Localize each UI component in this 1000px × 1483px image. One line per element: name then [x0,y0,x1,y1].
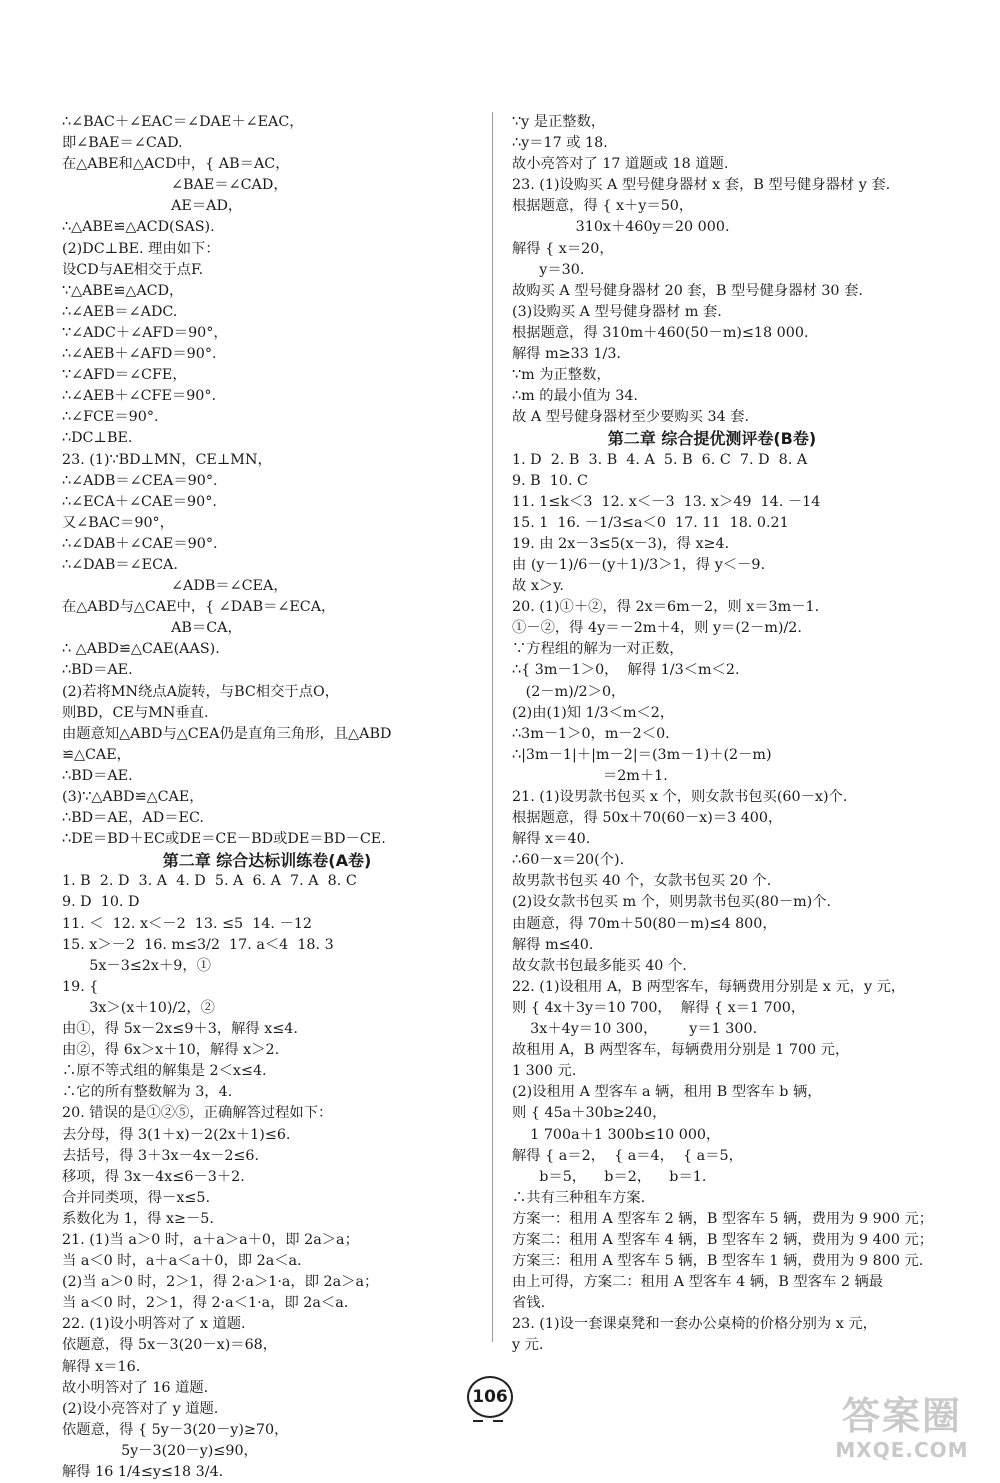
answer-line: 21. (1)设男款书包买 x 个，则女款书包买(60－x)个. [512,789,848,805]
answer-line: 又∠BAC＝90°， [62,514,174,531]
answer-line: ∴{ 3m－1＞0， 解得 1/3＜m＜2. [512,662,740,679]
answer-line: ∴y＝17 或 18. [512,135,608,152]
answer-line: (3)设购买 A 型号健身器材 m 套. [512,303,722,320]
answer-line: 5y－3(20－y)≤90， [62,1442,258,1459]
answer-line: ∵y 是正整数， [512,114,606,130]
answer-line: ∴∠FCE＝90°. [62,409,159,426]
answer-line: 根据题意，得 50x＋70(60－x)＝3 400， [512,810,783,827]
answer-line: 故购买 A 型号健身器材 20 套，B 型号健身器材 30 套. [512,282,863,299]
answer-line: ∴∠BAC＋∠EAC＝∠DAE＋∠EAC， [62,114,304,130]
answer-line: ∠BAE＝∠CAD， [62,177,288,194]
answer-line: 11. 1≤k＜3 12. x＜－3 13. x＞49 14. －14 [512,493,821,510]
answer-line: ∴共有三种租车方案. [512,1189,646,1206]
answer-line: 设CD与AE相交于点F. [62,261,204,278]
page-number-badge [455,1372,521,1422]
answer-line: (2)若将MN绕点A旋转，与BC相交于点O， [62,683,340,700]
answer-line: 15. 1 16. －1/3≤a＜0 17. 11 18. 0.21 [512,514,789,531]
answer-line: 当 a＜0 时，2＞1，得 2·a＜1·a，即 2a＜a. [62,1295,349,1312]
answer-line: ≌△CAE， [62,746,131,763]
answer-line: (3)∵△ABD≌△CAE， [62,789,204,805]
answer-line: 省钱. [512,1295,546,1312]
answer-line: 根据题意，得 310m＋460(50－m)≤18 000. [512,324,809,341]
answer-line: ①－②，得 4y＝－2m＋4，则 y＝(2－m)/2. [512,620,802,637]
answer-line: 在△ABD与△CAE中，{ ∠DAB＝∠ECA， [62,599,336,616]
answer-line: 23. (1)设一套课桌凳和一套办公桌椅的价格分别为 x 元， [512,1316,877,1333]
answer-line: 故租用 A，B 两型客车，每辆费用分别是 1 700 元， [512,1042,850,1059]
answer-line: 由 (y－1)/6－(y＋1)/3＞1，得 y＜－9. [512,556,766,573]
right-column [512,112,934,1357]
answer-line: (2)当 a＞0 时，2＞1，得 2·a＞1·a，即 2a＞a； [62,1274,379,1291]
answer-line: ∴∠ECA＋∠CAE＝90°. [62,493,217,510]
left-column [62,112,472,1483]
answer-line: ∴ △ABD≌△CAE(AAS). [62,641,220,658]
answer-line: 去括号，得 3＋3x－4x－2≤6. [62,1147,260,1164]
answer-line: 1 300 元. [512,1063,577,1080]
answer-line: ∴DE＝BD＋EC或DE＝CE－BD或DE＝BD－CE. [62,831,386,848]
answer-line: ∠ADB＝∠CEA， [62,578,288,595]
answer-line: ∴∠ADB＝∠CEA＝90°. [62,472,218,489]
answer-line: 方案二：租用 A 型客车 4 辆，B 型客车 2 辆，费用为 9 400 元； [512,1231,934,1248]
watermark-logo-text: 答案圈 [841,1394,962,1438]
answer-line: 20. (1)①＋②，得 2x＝6m－2，则 x＝3m－1. [512,599,820,616]
answer-line: ∴BD＝AE. [62,662,133,679]
answer-line: 5x－3≤2x＋9，① [62,957,211,974]
answer-line: ∵∠AFD＝∠CFE， [62,367,187,384]
answer-line: 22. (1)设租用 A，B 两型客车，每辆费用分别是 x 元，y 元， [512,978,906,995]
answer-line: y＝30. [512,261,585,278]
answer-line: 解得 { a＝2， { a＝4， { a＝5， [512,1147,743,1164]
answer-line: ∵m 为正整数， [512,367,611,384]
badge-foot-right [493,1412,503,1422]
answer-line: 解得 16 1/4≤y≤18 3/4. [62,1464,224,1480]
answer-line: 解得 { x＝20， [512,240,614,257]
answer-line: 根据题意，得 { x＋y＝50， [512,198,694,215]
answer-line: ∴∠DAB＋∠CAE＝90°. [62,535,218,552]
answer-line: 依题意，得 { 5y－3(20－y)≥70， [62,1421,289,1438]
answer-line: 系数化为 1，得 x≥－5. [62,1210,214,1227]
answer-line: 则 { 45a＋30b≥240， [512,1105,667,1122]
answer-line: ∴它的所有整数解为 3，4. [62,1084,233,1101]
answer-line: (2)设小亮答对了 y 道题. [62,1400,219,1417]
answer-line: 21. (1)当 a＞0 时，a＋a＞a＋0，即 2a＞a； [62,1231,359,1248]
answer-line: 在△ABE和△ACD中，{ AB＝AC， [62,156,290,173]
answer-line: ∴BD＝AE，AD＝EC. [62,810,204,827]
column-divider [492,112,493,1342]
page-number: 106 [467,1376,513,1418]
answer-line: ∴∠AEB＋∠CFE＝90°. [62,388,217,405]
answer-line: 310x＋460y＝20 000. [512,219,730,236]
answer-line: 当 a＜0 时，a＋a＜a＋0，即 2a＜a. [62,1253,302,1270]
answer-line: (2)由(1)知 1/3＜m＜2， [512,704,675,721]
answer-line: 即∠BAE＝∠CAD. [62,135,183,152]
answer-line: ∴△ABE≌△ACD(SAS). [62,219,215,236]
answer-line: ＝2m＋1. [512,767,668,784]
answer-line: 解得 x＝40. [512,831,591,848]
answer-line: 19. { [62,978,99,995]
answer-line: 由题意知△ABD与△CEA仍是直角三角形，且△ABD [62,725,392,742]
answer-line: ∵∠ADC＋∠AFD＝90°， [62,324,228,341]
answer-line: (2)设租用 A 型客车 a 辆，租用 B 型客车 b 辆， [512,1084,822,1101]
answer-line: ∵方程组的解为一对正数， [512,641,684,658]
answer-line: AE＝AD， [62,198,243,215]
answer-line: 去分母，得 3(1＋x)－2(2x＋1)≤6. [62,1126,291,1143]
answer-line: (2－m)/2＞0， [512,683,626,700]
answer-line: 移项，得 3x－4x≤6－3＋2. [62,1168,245,1185]
answer-line: 由题意，得 70m＋50(80－m)≤4 800， [512,915,777,932]
answer-line: ∴|3m－1|＋|m－2|＝(3m－1)＋(2－m) [512,746,772,763]
answer-line: 解得 m≤40. [512,936,594,953]
watermark-url: MXQE.COM [835,1438,969,1462]
answer-line: 11. ＜ 12. x＜－2 13. ≤5 14. －12 [62,915,313,932]
answer-line: 由①，得 5x－2x≤9＋3，解得 x≤4. [62,1021,298,1038]
answer-line: 1 700a＋1 300b≤10 000， [512,1126,721,1143]
answer-line: 23. (1)∵BD⊥MN，CE⊥MN， [62,451,272,468]
section-heading: 第二章 综合达标训练卷(A卷) [162,851,372,871]
answer-line: 3x＞(x＋10)/2，② [62,999,215,1016]
answer-line: 22. (1)设小明答对了 x 道题. [62,1316,246,1333]
answer-line: y 元. [512,1337,544,1354]
answer-line: 1. B 2. D 3. A 4. D 5. A 6. A 7. A 8. C [62,873,357,890]
answer-line: ∴3m－1＞0，m－2＜0. [512,725,670,742]
answer-line: 则 { 4x＋3y＝10 700， 解得 { x＝1 700， [512,999,806,1016]
answer-line: ∴DC⊥BE. [62,430,133,447]
answer-line: 20. 错误的是①②⑤，正确解答过程如下： [62,1105,333,1122]
answer-line: ∴m 的最小值为 34. [512,388,638,405]
answer-line: ∴∠AEB＝∠ADC. [62,303,178,320]
answer-line: 9. D 10. D [62,894,140,911]
answer-line: 3x＋4y＝10 300， y＝1 300. [512,1021,758,1038]
answer-line: 15. x＞－2 16. m≤3/2 17. a＜4 18. 3 [62,936,334,953]
answer-line: 故 A 型号健身器材至少要购买 34 套. [512,409,750,426]
answer-line: 方案一：租用 A 型客车 2 辆，B 型客车 5 辆，费用为 9 900 元； [512,1210,934,1227]
answer-line: 方案三：租用 A 型客车 5 辆，B 型客车 1 辆，费用为 9 800 元. [512,1253,924,1270]
answer-line: 解得 m≥33 1/3. [512,346,621,363]
answer-line: (2)DC⊥BE. 理由如下： [62,240,220,257]
badge-foot-left [473,1412,483,1422]
answer-line: 依题意，得 5x－3(20－x)＝68， [62,1337,278,1354]
answer-line: ∴∠AEB＋∠AFD＝90°. [62,346,217,363]
answer-line: 由②，得 6x＞x＋10，解得 x＞2. [62,1042,280,1059]
answer-line: 故女款书包最多能买 40 个. [512,957,687,974]
answer-line: 合并同类项，得－x≤5. [62,1189,211,1206]
answer-line: 故小明答对了 16 道题. [62,1379,209,1396]
answer-line: ∴60－x＝20(个). [512,852,625,869]
answer-line: ∴∠DAB＝∠ECA. [62,556,178,573]
answer-line: b＝5， b＝2， b＝1. [512,1168,707,1185]
watermark [812,1394,992,1462]
answer-line: ∴原不等式组的解集是 2＜x≤4. [62,1063,267,1080]
answer-line: 故男款书包买 40 个，女款书包买 20 个. [512,873,772,890]
answer-line: 故小亮答对了 17 道题或 18 道题. [512,156,729,173]
answer-line: (2)设女款书包买 m 个，则男款书包买(80－m)个. [512,894,832,911]
answer-line: 由上可得，方案二：租用 A 型客车 4 辆，B 型客车 2 辆最 [512,1274,884,1291]
answer-line: 解得 x＝16. [62,1358,141,1375]
answer-line: 1. D 2. B 3. B 4. A 5. B 6. C 7. D 8. A [512,451,808,468]
answer-line: ∴BD＝AE. [62,767,133,784]
answer-line: 则BD，CE与MN垂直. [62,704,209,721]
answer-line: 故 x＞y. [512,578,564,595]
answer-line: 19. 由 2x－3≤5(x－3)，得 x≥4. [512,535,730,552]
answer-line: 23. (1)设购买 A 型号健身器材 x 套，B 型号健身器材 y 套. [512,177,891,194]
answer-line: 9. B 10. C [512,472,589,489]
section-heading: 第二章 综合提优测评卷(B卷) [607,429,817,449]
answer-line: AB＝CA， [62,620,242,637]
answer-line: ∵△ABE≌△ACD， [62,282,184,299]
